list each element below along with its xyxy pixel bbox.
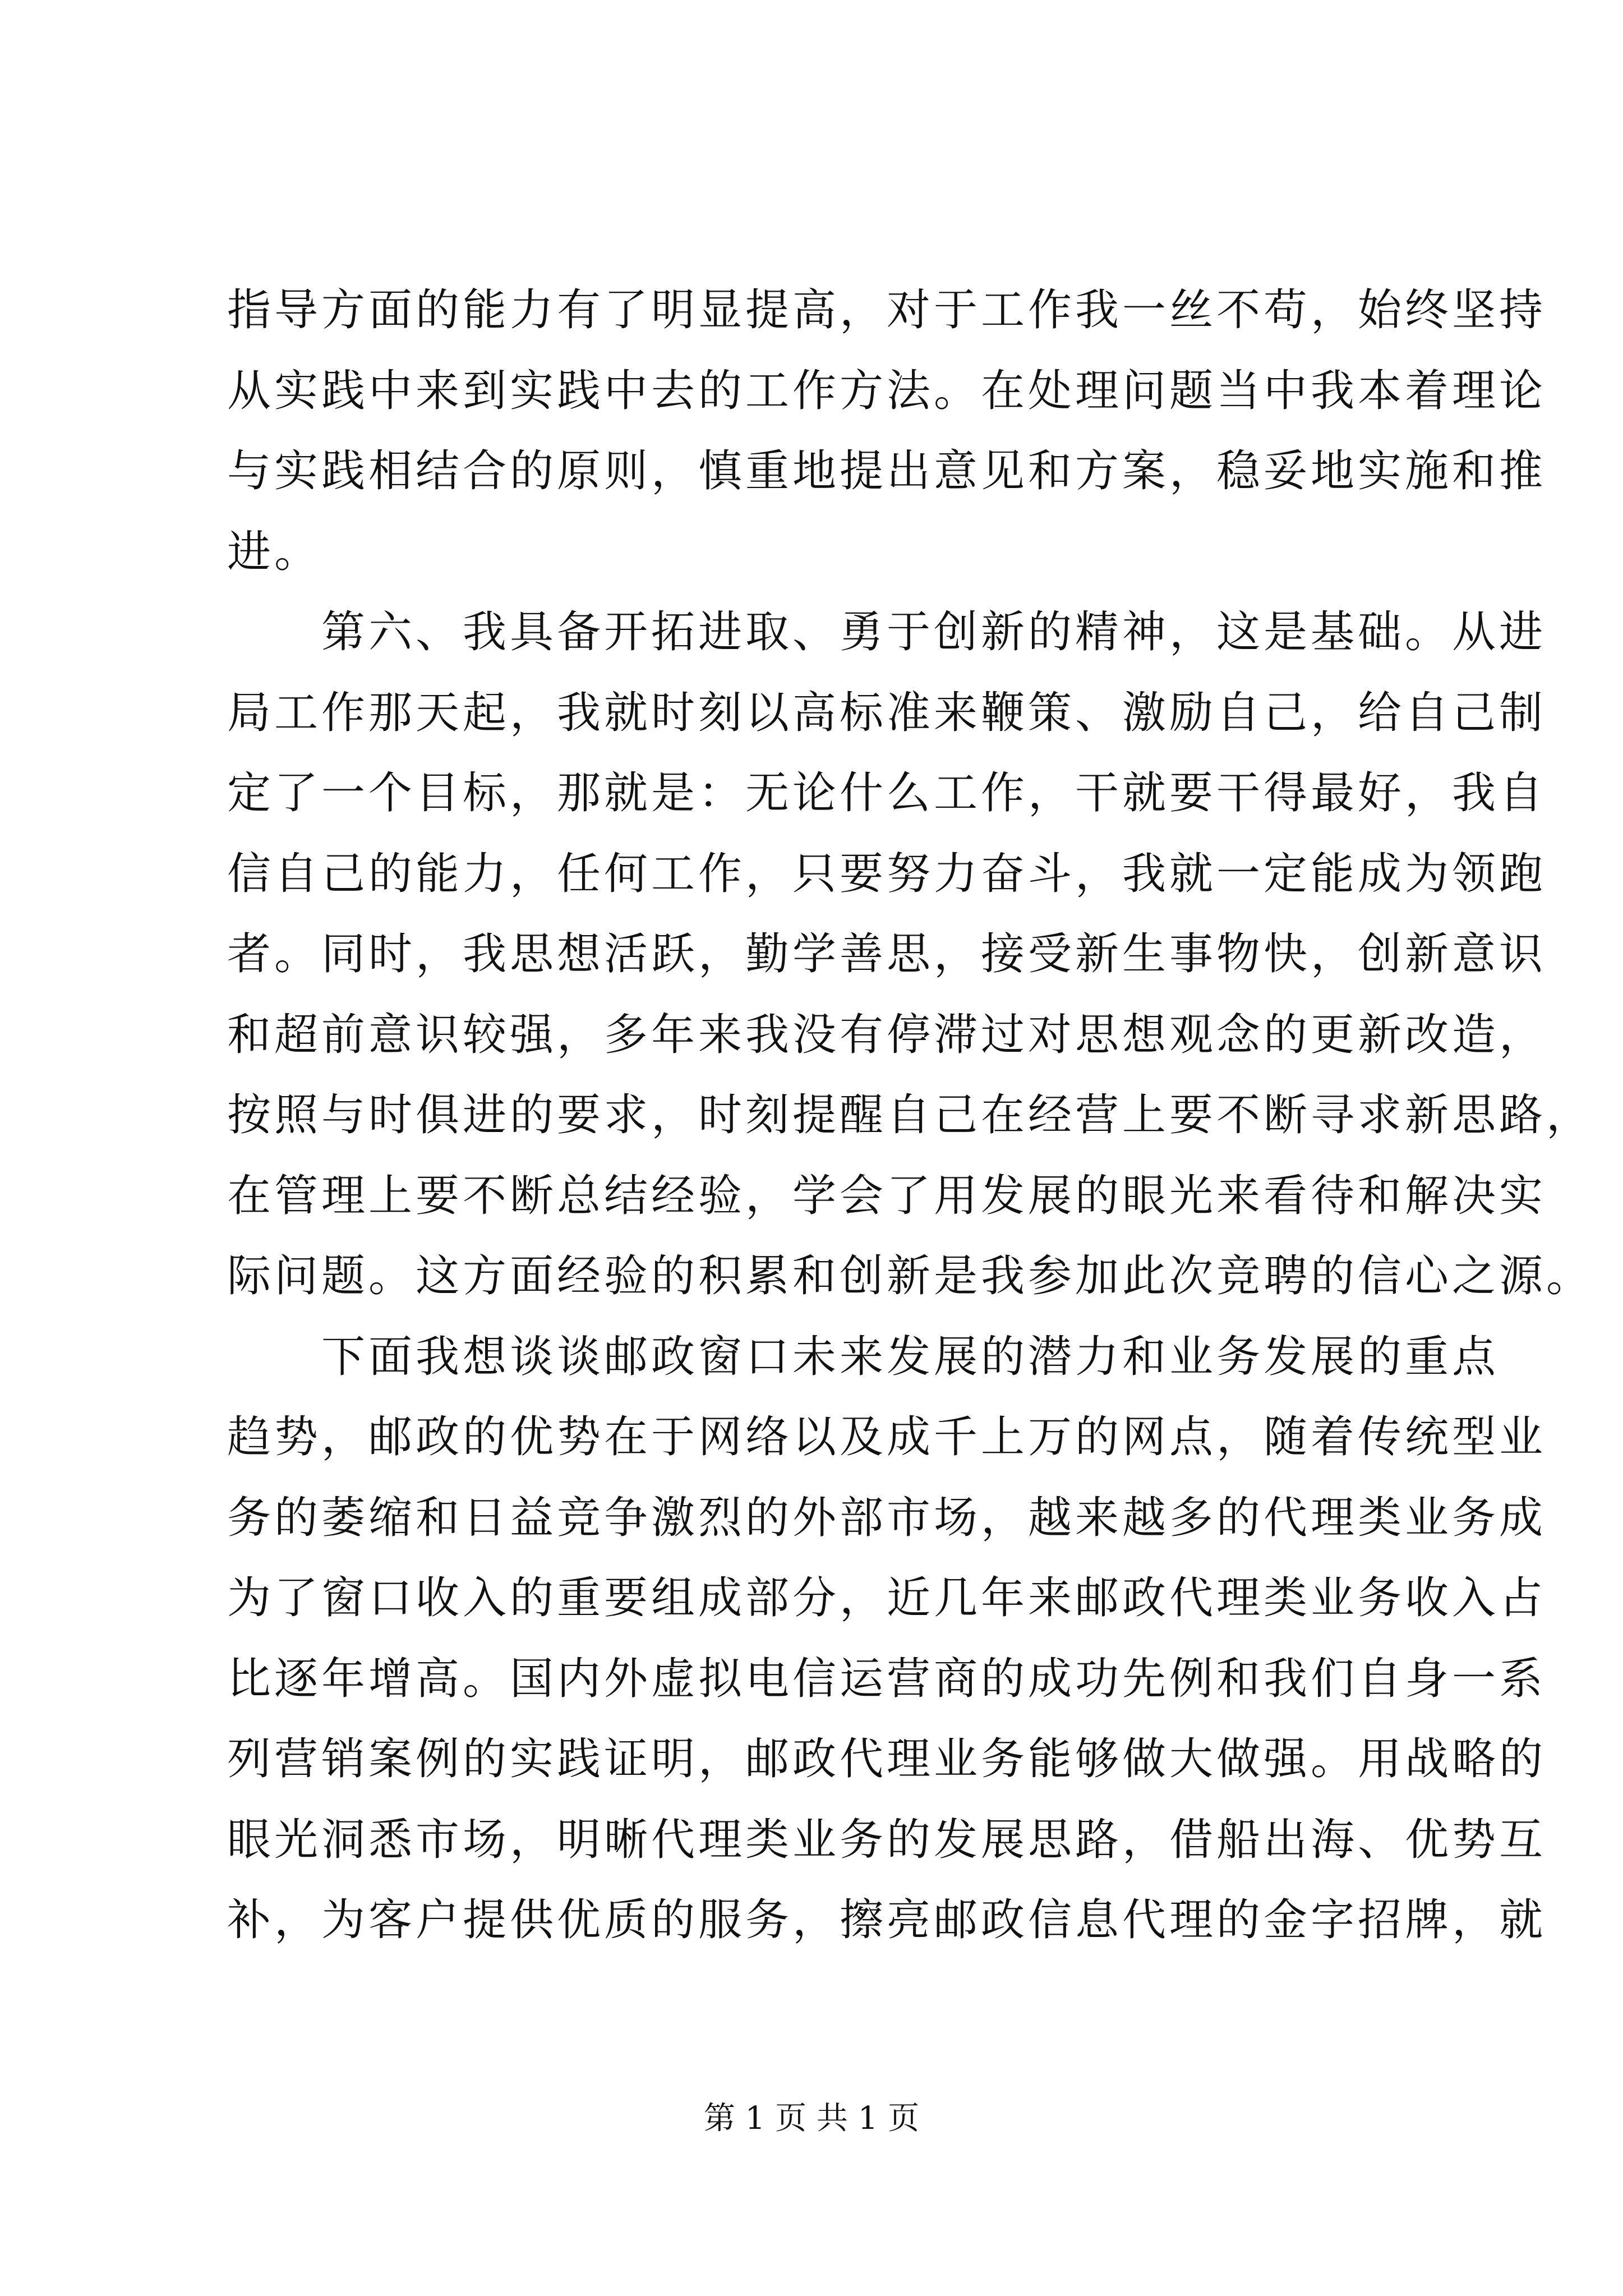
- text-line: 从实践中来到实践中去的工作方法。在处理问题当中我本着理论: [227, 365, 1547, 416]
- text-line: 列营销案例的实践证明，邮政代理业务能够做大做强。用战略的: [227, 1734, 1547, 1784]
- text-line: 局工作那天起，我就时刻以高标准来鞭策、激励自己，给自己制: [227, 687, 1547, 738]
- text-line: 第六、我具备开拓进取、勇于创新的精神，这是基础。从进: [321, 607, 1547, 657]
- text-line: 指导方面的能力有了明显提高，对于工作我一丝不苟，始终坚持: [227, 285, 1547, 335]
- text-line: 际问题。这方面经验的积累和创新是我参加此次竞聘的信心之源。: [227, 1251, 1594, 1301]
- text-line: 趋势，邮政的优势在于网络以及成千上万的网点，随着传统型业: [227, 1412, 1547, 1462]
- text-line: 信自己的能力，任何工作，只要努力奋斗，我就一定能成为领跑: [227, 848, 1547, 899]
- text-line: 为了窗口收入的重要组成部分，近几年来邮政代理类业务收入占: [227, 1573, 1547, 1623]
- text-line: 眼光洞悉市场，明晰代理类业务的发展思路，借船出海、优势互: [227, 1814, 1547, 1865]
- document-body: [227, 270, 1594, 1961]
- text-line: 者。同时，我思想活跃，勤学善思，接受新生事物快，创新意识: [227, 929, 1547, 979]
- text-line: 补，为客户提供优质的服务，擦亮邮政信息代理的金字招牌，就: [227, 1895, 1547, 1945]
- page-footer: 第 1 页 共 1 页: [703, 2100, 920, 2137]
- text-line: 和超前意识较强，多年来我没有停滞过对思想观念的更新改造，: [227, 1009, 1547, 1060]
- text-line: 按照与时俱进的要求，时刻提醒自己在经营上要不断寻求新思路，: [227, 1090, 1594, 1140]
- text-line: 在管理上要不断总结经验，学会了用发展的眼光来看待和解决实: [227, 1170, 1547, 1221]
- text-line: 下面我想谈谈邮政窗口未来发展的潜力和业务发展的重点: [321, 1331, 1500, 1382]
- text-line: 与实践相结合的原则，慎重地提出意见和方案，稳妥地实施和推: [227, 446, 1547, 496]
- text-line: 定了一个目标，那就是：无论什么工作，干就要干得最好，我自: [227, 768, 1547, 818]
- text-line: 比逐年增高。国内外虚拟电信运营商的成功先例和我们自身一系: [227, 1653, 1547, 1704]
- text-line: 务的萎缩和日益竞争激烈的外部市场，越来越多的代理类业务成: [227, 1492, 1547, 1543]
- text-line: 进。: [227, 526, 322, 577]
